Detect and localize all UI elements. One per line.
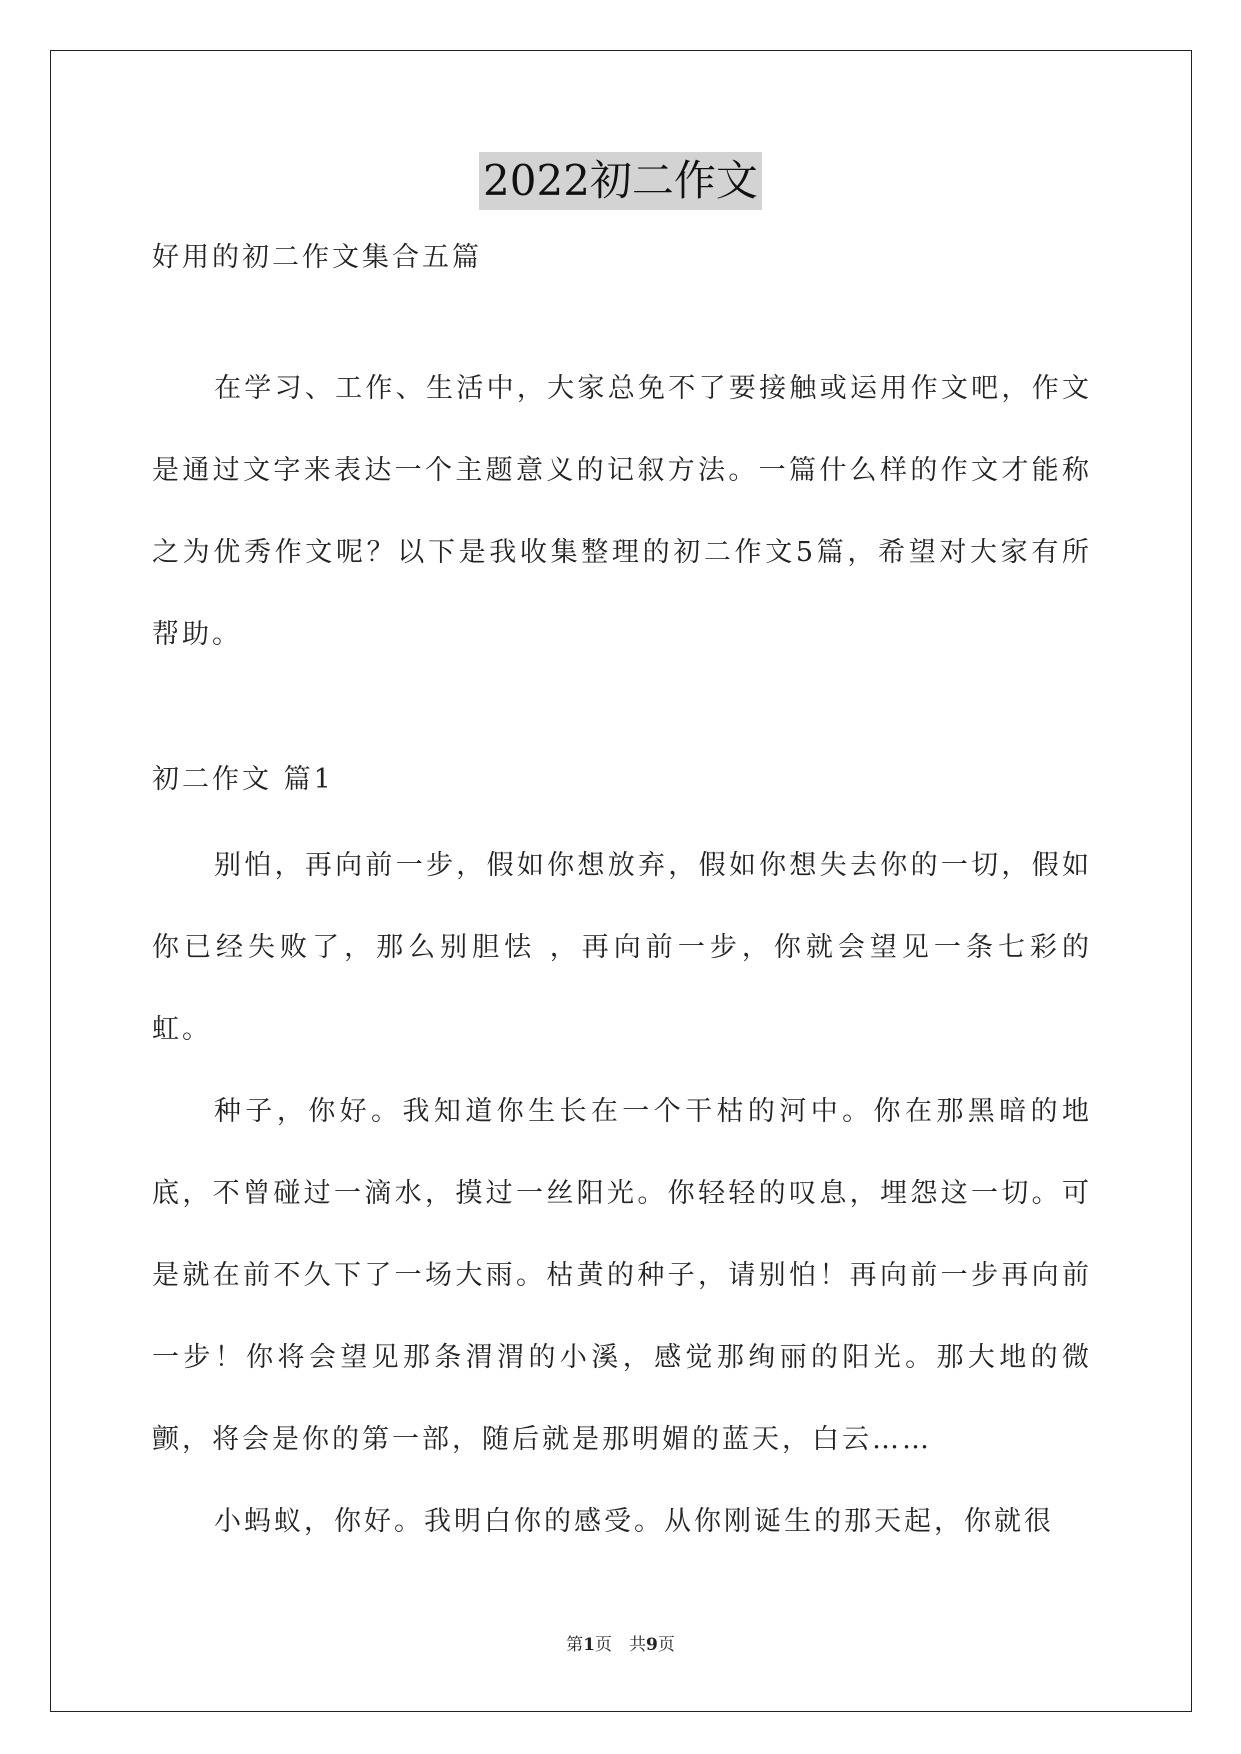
body-paragraph: 别怕，再向前一步，假如你想放弃，假如你想失去你的一切，假如你已经失败了，那么别胆怯 ，再向前一步，你就会望见一条七彩的虹。 [152, 850, 1092, 1045]
footer-page-current: 1 [583, 1635, 595, 1655]
footer-page-prefix: 第 [566, 1635, 584, 1655]
body-paragraph: 种子，你好。我知道你生长在一个干枯的河中。你在那黑暗的地底，不曾碰过一滴水，摸过一丝阳光。你轻轻的叹息，埋怨这一切。可是就在前不久下了一场大雨。枯黄的种子，请别怕！再向前一步再向前一步！你将会望见那条渭渭的小溪，感觉那绚丽的阳光。那大地的微颤，将会是你的第一部，随后就是那明媚的蓝天，白云…… [152, 1096, 1092, 1455]
intro-paragraph: 在学习、工作、生活中，大家总免不了要接触或运用作文吧，作文是通过文字来表达一个主题意义的记叙方法。一篇什么样的作文才能称之为优秀作文呢？以下是我收集整理的初二作文5篇，希望对大家有所帮助。 [152, 373, 1092, 650]
title-container [0, 152, 1241, 210]
document-title: 2022初二作文 [479, 152, 762, 210]
footer-page-suffix: 页 [657, 1635, 675, 1655]
footer-page-total: 9 [646, 1635, 658, 1655]
page-footer [0, 1630, 1241, 1655]
footer-page-mid: 页 共 [595, 1635, 646, 1655]
body-paragraphs [152, 825, 1092, 1563]
section-heading: 初二作文 篇1 [152, 764, 334, 795]
document-subtitle: 好用的初二作文集合五篇 [152, 242, 482, 273]
body-paragraph: 小蚂蚁，你好。我明白你的感受。从你刚诞生的那天起，你就很 [214, 1506, 1054, 1537]
